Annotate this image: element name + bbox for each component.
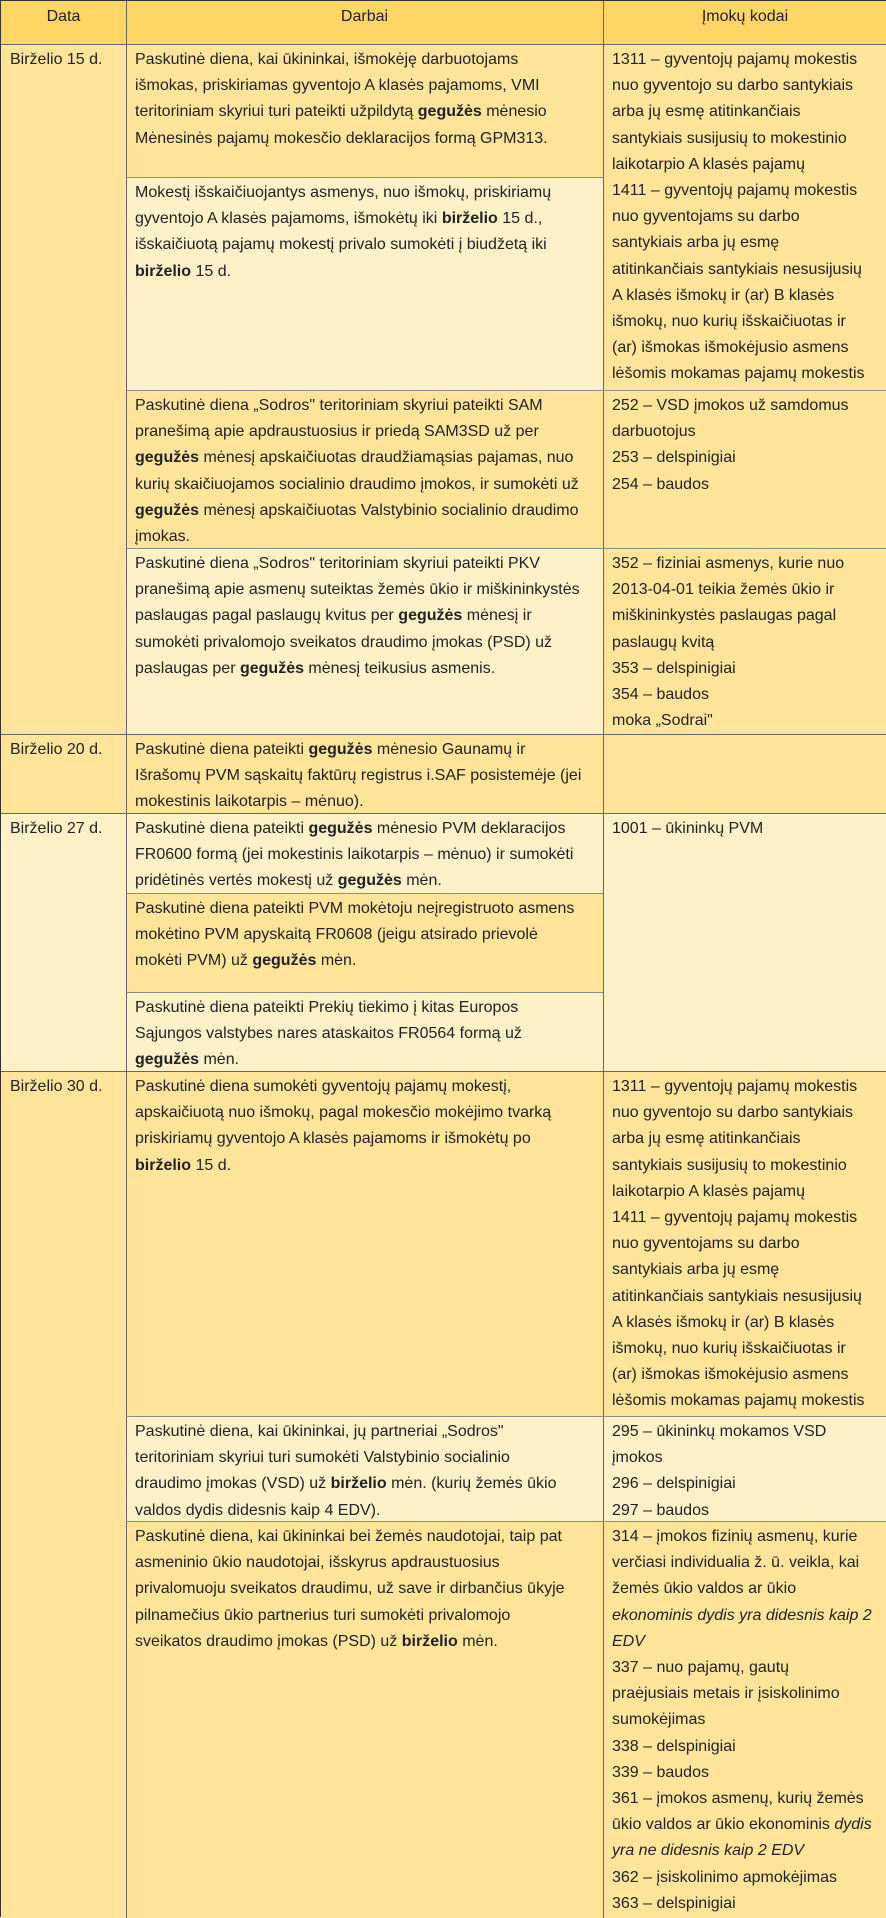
text-line xyxy=(612,47,878,73)
date-cell-jun15: Birželio 15 d. xyxy=(1,44,126,734)
text-run: teritoriniam skyriui turi sumokėti Valstybinio socialinio xyxy=(135,1449,510,1467)
text-line xyxy=(612,419,878,445)
text-line xyxy=(612,682,878,708)
text-run: 2013-04-01 teikia žemės ūkio ir xyxy=(612,581,835,599)
text-run: darbuotojus xyxy=(612,423,696,441)
codes-vsd-252 xyxy=(603,390,886,548)
text-run: 297 – baudos xyxy=(612,1501,709,1519)
text-line xyxy=(135,99,594,125)
text-line xyxy=(135,1524,594,1550)
text-run: Paskutinė diena „Sodros" teritoriniam skyriui pateikti SAM xyxy=(135,397,543,414)
text-run: 252 – VSD įmokos už samdomus xyxy=(612,397,849,414)
text-line xyxy=(612,73,878,99)
text-line xyxy=(612,1655,878,1681)
text-line xyxy=(135,868,594,893)
text-run: 295 – ūkininkų mokamos VSD xyxy=(612,1423,827,1440)
divider-row-w7 xyxy=(126,992,603,993)
emphasis-text: gegužės xyxy=(308,741,373,758)
task-sam-notification xyxy=(126,390,603,548)
divider-jun15 xyxy=(1,734,886,735)
text-run: atitinkančiais santykiais nesusijusių xyxy=(612,1287,862,1305)
text-run: verčiasi individualia ž. ū. veikla, kai xyxy=(612,1554,860,1572)
text-line xyxy=(612,1760,878,1786)
emphasis-text: gegužės xyxy=(337,872,402,890)
text-run: Paskutinė diena, kai ūkininkai bei žemės naudotojai, taip pat xyxy=(135,1528,562,1545)
text-run: Paskutinė diena pateikti xyxy=(135,741,309,758)
text-line xyxy=(135,1498,594,1521)
text-run: santykiais arba jų esmę xyxy=(612,234,780,252)
text-run: asmeninio ūkio naudotojai, išskyrus apdraustuosius xyxy=(135,1554,500,1572)
text-run: Mokestį išskaičiuojantys asmenys, nuo išmokų, priskiriamų xyxy=(135,184,552,201)
text-line xyxy=(135,393,594,419)
text-line xyxy=(612,1865,878,1891)
emphasis-text: birželio xyxy=(135,262,192,280)
text-run: mėn. xyxy=(199,1051,240,1069)
text-run: 1411 – gyventojų pajamų mokestis xyxy=(612,182,858,200)
text-run: mėn. (kurių žemės ūkio xyxy=(386,1475,557,1493)
text-line xyxy=(135,577,594,603)
text-run: A klasės išmokų ir (ar) B klasės xyxy=(612,1313,835,1331)
text-line xyxy=(135,1550,594,1576)
text-run: lėšomis mokamas pajamų mokestis xyxy=(612,365,865,383)
text-line xyxy=(135,180,594,206)
text-run: draudimo įmokas (VSD) už xyxy=(135,1475,331,1493)
task-withheld-tax-payment xyxy=(126,177,603,390)
text-run: 253 – delspinigiai xyxy=(612,449,736,467)
text-line xyxy=(612,1445,878,1471)
text-line xyxy=(612,1681,878,1707)
text-line xyxy=(612,99,878,125)
text-run: išmokų, nuo kurių išskaičiuotas ir xyxy=(612,1340,846,1358)
text-line xyxy=(612,178,878,204)
text-run: FR0600 formą (jei mokestinis laikotarpis – mėnuo) ir sumokėti xyxy=(135,846,574,864)
text-run: pranešimą apie apdraustuosius ir priedą SAM3SD už per xyxy=(135,423,539,441)
text-run: (ar) išmokas išmokėjusio asmens xyxy=(612,339,849,357)
text-line xyxy=(612,656,878,682)
divider-row-w10 xyxy=(126,1521,886,1522)
text-run: Paskutinė diena, kai ūkininkai, išmokėję darbuotojams xyxy=(135,51,519,68)
text-run: teritoriniam skyriui turi pateikti užpildytą xyxy=(135,103,418,121)
text-run: atitinkančiais santykiais nesusijusių xyxy=(612,260,862,278)
text-line xyxy=(135,1100,594,1126)
date-cell-jun30: Birželio 30 d. xyxy=(1,1071,126,1918)
text-run: mėnesio PVM deklaracijos xyxy=(372,820,566,837)
text-run: žemės ūkio valdos ar ūkio xyxy=(612,1580,797,1598)
divider-col2 xyxy=(603,1,604,1918)
text-line xyxy=(612,1257,878,1283)
text-line xyxy=(135,816,594,842)
text-line xyxy=(135,948,594,974)
text-run: išmokų, nuo kurių išskaičiuotas ir xyxy=(612,313,846,331)
text-line xyxy=(135,656,594,682)
emphasis-text: gegužės xyxy=(308,820,373,837)
emphasis-text: gegužės xyxy=(398,607,463,625)
text-run: 363 – delspinigiai xyxy=(612,1894,736,1912)
text-line xyxy=(612,1471,878,1497)
text-line xyxy=(135,995,594,1021)
text-run: mėnesį apskaičiuotas draudžiamąsias pajamas, nuo xyxy=(199,449,574,467)
text-line xyxy=(612,361,878,387)
text-line xyxy=(135,551,594,577)
text-run: mėnesį apskaičiuotas Valstybinio socialinio draudimo xyxy=(199,501,579,519)
text-run: mokėti PVM) už xyxy=(135,952,253,970)
text-run: privalomuoju sveikatos draudimu, už save ir dirbančius ūkyje xyxy=(135,1580,565,1598)
text-run: 15 d. xyxy=(191,262,232,280)
text-line xyxy=(135,1603,594,1629)
text-run: nuo gyventojams su darbo xyxy=(612,1235,800,1253)
emphasis-text: birželio xyxy=(441,210,498,228)
text-run: ūkio valdos ar ūkio ekonominis xyxy=(612,1816,835,1834)
text-line xyxy=(135,524,594,548)
text-run: 337 – nuo pajamų, gautų xyxy=(612,1659,790,1677)
text-run: Išrašomų PVM sąskaitų faktūrų registrus i.SAF posistemėje (jei xyxy=(135,767,582,785)
divider-jun20 xyxy=(1,813,886,814)
text-run: 1411 – gyventojų pajamų mokestis xyxy=(612,1209,858,1227)
text-run: 352 – fiziniai asmenys, kurie nuo xyxy=(612,555,845,572)
text-run: pilnamečius ūkio partnerius turi sumokėti privalomojo xyxy=(135,1606,511,1624)
divider-row-w1 xyxy=(126,177,603,178)
text-run: mokėtino PVM apyskaitą FR0608 (jeigu atsirado prievolė xyxy=(135,926,538,944)
text-line xyxy=(612,1629,878,1655)
text-run: 15 d. xyxy=(191,1156,232,1174)
text-line xyxy=(612,1524,878,1550)
text-run: valdos dydis didesnis kaip 4 EDV). xyxy=(135,1501,381,1519)
text-line xyxy=(612,1074,878,1100)
text-line xyxy=(612,309,878,335)
text-line xyxy=(135,1047,594,1071)
text-line xyxy=(135,259,594,285)
task-fr0608-report xyxy=(126,893,603,992)
text-run: mėnesį teikusius asmenis. xyxy=(303,659,496,677)
text-line xyxy=(135,1629,594,1655)
text-line xyxy=(612,1153,878,1179)
divider-row-w6 xyxy=(126,893,603,894)
text-line xyxy=(612,1336,878,1362)
text-line xyxy=(612,1310,878,1336)
text-line xyxy=(135,1126,594,1152)
codes-income-tax-1311-1411-jun30 xyxy=(603,1071,886,1416)
text-run: A klasės išmokų ir (ar) B klasės xyxy=(612,286,835,304)
text-run: santykiais arba jų esmę xyxy=(612,1261,780,1279)
text-run: 1311 – gyventojų pajamų mokestis xyxy=(612,1078,858,1095)
text-line xyxy=(612,1388,878,1414)
text-line xyxy=(135,1419,594,1445)
text-run: mėn. xyxy=(316,952,357,970)
divider-row-w2 xyxy=(126,390,886,391)
text-run: sumokėti privalomojo sveikatos draudimo įmokas (PSD) už xyxy=(135,633,553,651)
text-run: nuo gyventojo su darbo santykiais xyxy=(612,77,854,95)
text-run: 362 – įsiskolinimo apmokėjimas xyxy=(612,1868,837,1886)
text-line xyxy=(612,1576,878,1602)
text-run: laikotarpio A klasės pajamų xyxy=(612,1182,805,1200)
italic-text: dydis xyxy=(834,1816,872,1834)
emphasis-text: birželio xyxy=(401,1632,458,1650)
text-run: moka „Sodrai" xyxy=(612,712,713,730)
date-cell-jun27: Birželio 27 d. xyxy=(1,813,126,1071)
text-line xyxy=(135,737,594,763)
text-line xyxy=(612,283,878,309)
text-line xyxy=(612,1205,878,1231)
header-works: Darbai xyxy=(126,1,603,44)
text-run: pridėtinės vertės mokestį už xyxy=(135,872,338,890)
text-line xyxy=(612,1362,878,1388)
text-line xyxy=(135,603,594,629)
task-fr0600-declaration xyxy=(126,813,603,893)
emphasis-text: gegužės xyxy=(252,952,317,970)
text-line xyxy=(612,1812,878,1838)
text-run: Paskutinė diena pateikti PVM mokėtoju neįregistruoto asmens xyxy=(135,900,575,917)
text-line xyxy=(612,708,878,734)
text-line xyxy=(612,1786,878,1812)
text-line xyxy=(135,763,594,789)
text-line xyxy=(612,1179,878,1205)
text-run: 1001 – ūkininkų PVM xyxy=(612,820,764,837)
text-line xyxy=(135,1471,594,1497)
text-line xyxy=(612,393,878,419)
text-run: Sąjungos valstybes nares ataskaitos FR0564 formą už xyxy=(135,1025,522,1043)
text-line xyxy=(135,1153,594,1179)
emphasis-text: birželio xyxy=(330,1475,387,1493)
codes-vsd-295 xyxy=(603,1416,886,1521)
codes-vat-1001 xyxy=(603,813,886,1071)
text-line xyxy=(612,1419,878,1445)
emphasis-text: gegužės xyxy=(135,449,200,467)
text-line xyxy=(612,603,878,629)
divider-row-w9 xyxy=(126,1416,886,1417)
text-run: mokestinis laikotarpis – mėnuo). xyxy=(135,793,364,811)
text-run: priskiriamų gyventojo A klasės pajamoms ir išmokėtų po xyxy=(135,1130,531,1148)
italic-text: ekonominis dydis yra didesnis kaip 2 xyxy=(612,1606,872,1624)
text-run: nuo gyventojo su darbo santykiais xyxy=(612,1104,854,1122)
text-line xyxy=(135,1021,594,1047)
text-run: paslaugas per xyxy=(135,659,240,677)
text-run: 354 – baudos xyxy=(612,686,709,704)
header-date: Data xyxy=(1,1,126,44)
text-line xyxy=(612,816,878,842)
text-run: arba jų esmę atitinkančiais xyxy=(612,1130,801,1148)
text-line xyxy=(135,1445,594,1471)
text-line xyxy=(135,1576,594,1602)
emphasis-text: birželio xyxy=(135,1156,192,1174)
text-run: praėjusiais metais ir įsiskolinimo xyxy=(612,1685,840,1703)
task-vsd-farmers xyxy=(126,1416,603,1521)
text-run: įmokos xyxy=(612,1449,663,1467)
emphasis-text: gegužės xyxy=(239,659,304,677)
text-run: paslaugas pagal paslaugų kvitus per xyxy=(135,607,399,625)
task-fr0564-report xyxy=(126,992,603,1071)
text-run: miškininkystės paslaugas pagal xyxy=(612,607,837,625)
task-psd-farmers xyxy=(126,1521,603,1918)
text-run: lėšomis mokamas pajamų mokestis xyxy=(612,1392,865,1410)
text-run: mėn. xyxy=(457,1632,498,1650)
text-run: 339 – baudos xyxy=(612,1763,709,1781)
text-run: 353 – delspinigiai xyxy=(612,659,736,677)
text-run: išskaičiuotą pajamų mokestį privalo sumokėti į biudžetą iki xyxy=(135,236,547,254)
text-line xyxy=(135,206,594,232)
text-line xyxy=(612,1126,878,1152)
codes-income-tax-1311-1411 xyxy=(603,44,886,390)
text-run: sumokėjimas xyxy=(612,1711,706,1729)
text-line xyxy=(612,126,878,152)
task-isaf-registers xyxy=(126,734,603,813)
text-run: kurių skaičiuojamos socialinio draudimo įmokos, ir sumokėti už xyxy=(135,475,579,493)
task-pkv-notification xyxy=(126,548,603,734)
text-line xyxy=(612,1603,878,1629)
text-run: 15 d., xyxy=(497,210,543,228)
text-run: arba jų esmę atitinkančiais xyxy=(612,103,801,121)
text-line xyxy=(612,445,878,471)
text-line xyxy=(135,232,594,258)
text-line xyxy=(135,419,594,445)
text-line xyxy=(612,257,878,283)
text-run: santykiais susijusių to mokestinio xyxy=(612,129,847,147)
text-run: 1311 – gyventojų pajamų mokestis xyxy=(612,51,858,68)
text-run: Paskutinė diena sumokėti gyventojų pajamų mokestį, xyxy=(135,1078,512,1095)
text-run: išmokas, priskiriamas gyventojo A klasės pajamoms, VMI xyxy=(135,77,540,95)
text-run: Paskutinė diena, kai ūkininkai, jų partneriai „Sodros" xyxy=(135,1423,504,1440)
text-run: pranešimą apie asmenų suteiktas žemės ūkio ir miškininkystės xyxy=(135,581,580,599)
text-run: mėnesio xyxy=(481,103,547,121)
text-run: apskaičiuotą nuo išmokų, pagal mokesčio mokėjimo tvarką xyxy=(135,1104,552,1122)
text-line xyxy=(612,152,878,178)
text-line xyxy=(135,498,594,524)
text-line xyxy=(612,630,878,656)
text-run: mėnesio Gaunamų ir xyxy=(372,741,526,758)
text-run: paslaugų kvitą xyxy=(612,633,715,651)
emphasis-text: gegužės xyxy=(135,1051,200,1069)
text-line xyxy=(135,896,594,922)
text-run: 254 – baudos xyxy=(612,475,709,493)
text-line xyxy=(612,577,878,603)
text-run: gyventojo A klasės pajamoms, išmokėtų iki xyxy=(135,210,442,228)
text-run: (ar) išmokas išmokėjusio asmens xyxy=(612,1366,849,1384)
text-run: mėnesį ir xyxy=(462,607,532,625)
codes-psd-352 xyxy=(603,548,886,734)
text-line xyxy=(135,922,594,948)
codes-empty-jun20 xyxy=(603,734,886,813)
text-line xyxy=(135,842,594,868)
text-line xyxy=(612,1100,878,1126)
task-income-tax-payment xyxy=(126,1071,603,1416)
task-gpm313-declaration xyxy=(126,44,603,177)
emphasis-text: gegužės xyxy=(417,103,482,121)
text-line xyxy=(612,551,878,577)
text-line xyxy=(612,1550,878,1576)
italic-text: EDV xyxy=(612,1632,645,1650)
text-run: laikotarpio A klasės pajamų xyxy=(612,155,805,173)
text-line xyxy=(612,1498,878,1521)
text-line xyxy=(612,1284,878,1310)
text-line xyxy=(612,1707,878,1733)
header-codes: Įmokų kodai xyxy=(603,1,886,44)
divider-row-w3 xyxy=(126,548,886,549)
text-line xyxy=(612,1734,878,1760)
text-run: 296 – delspinigiai xyxy=(612,1475,736,1493)
text-run: mėn. xyxy=(401,872,442,890)
divider-col1 xyxy=(126,1,127,1918)
text-line xyxy=(612,204,878,230)
text-line xyxy=(135,73,594,99)
divider-header xyxy=(1,44,886,45)
italic-text: yra ne didesnis kaip 2 EDV xyxy=(612,1842,805,1860)
text-line xyxy=(135,630,594,656)
text-run: nuo gyventojams su darbo xyxy=(612,208,800,226)
text-line xyxy=(135,47,594,73)
text-line xyxy=(612,1231,878,1257)
text-line xyxy=(135,472,594,498)
text-run: sveikatos draudimo įmokas (PSD) už xyxy=(135,1632,402,1650)
divider-jun27 xyxy=(1,1071,886,1072)
text-run: Paskutinė diena pateikti Prekių tiekimo į kitas Europos xyxy=(135,999,519,1016)
text-line xyxy=(612,230,878,256)
text-run: Paskutinė diena „Sodros" teritoriniam skyriui pateikti PKV xyxy=(135,555,540,572)
codes-psd-314 xyxy=(603,1521,886,1918)
date-cell-jun20: Birželio 20 d. xyxy=(1,734,126,813)
text-line xyxy=(135,789,594,813)
text-line xyxy=(612,472,878,498)
emphasis-text: gegužės xyxy=(135,501,200,519)
text-line xyxy=(135,1074,594,1100)
text-line xyxy=(612,1838,878,1864)
text-run: Paskutinė diena pateikti xyxy=(135,820,309,837)
text-line xyxy=(135,445,594,471)
text-run: 361 – įmokos asmenų, kurių žemės xyxy=(612,1790,864,1808)
text-run: santykiais susijusių to mokestinio xyxy=(612,1156,847,1174)
text-run: įmokas. xyxy=(135,528,191,546)
text-run: 338 – delspinigiai xyxy=(612,1737,736,1755)
text-line xyxy=(612,335,878,361)
text-run: Mėnesinės pajamų mokesčio deklaracijos formą GPM313. xyxy=(135,129,548,147)
text-line xyxy=(612,1891,878,1917)
text-run: 314 – įmokos fizinių asmenų, kurie xyxy=(612,1528,858,1545)
text-line xyxy=(135,126,594,152)
